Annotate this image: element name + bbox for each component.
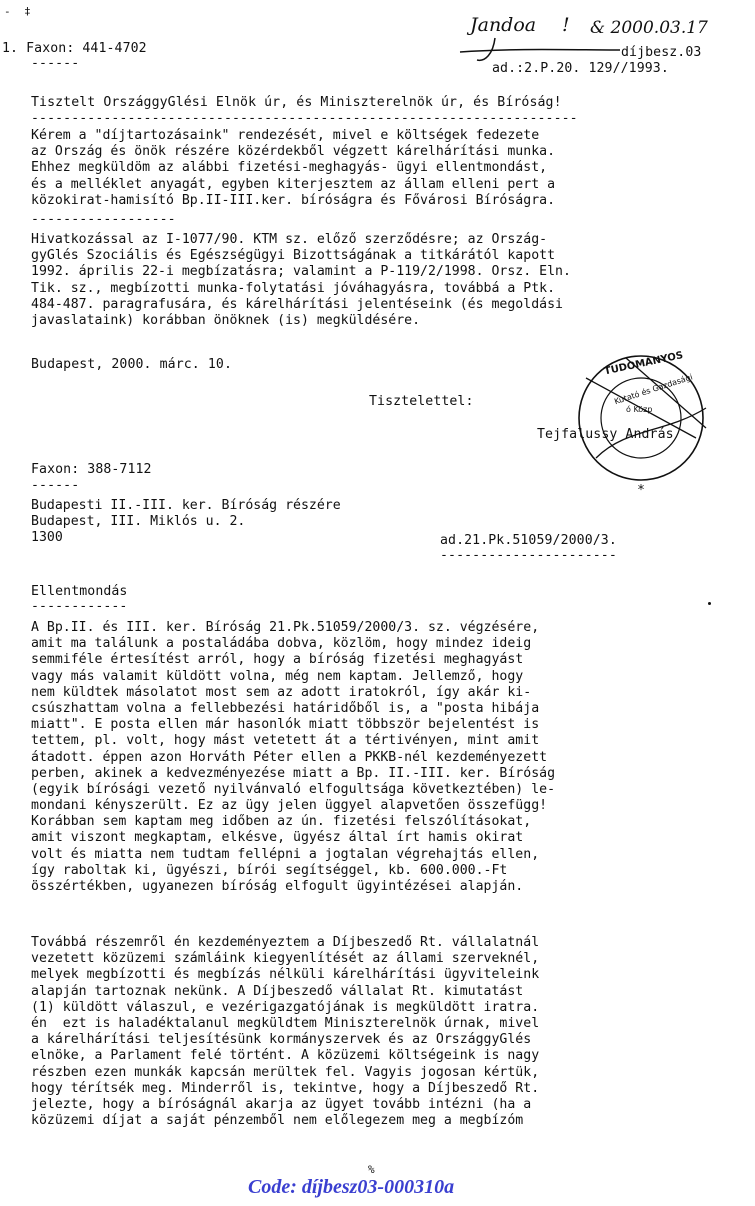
closing: Tisztelettel: (369, 394, 474, 409)
body-paragraph-2 (31, 935, 731, 1129)
text-line: részben ezen munkák kapcsán merültek fel. Vagyis jogosan kértük, (31, 1064, 540, 1080)
fax-underline-2: ------ (31, 478, 80, 493)
stamp-star: * (637, 483, 645, 498)
text-line: Ehhez megküldöm az alábbi fizetési-meghagyás- ügyi ellentmondást, (31, 160, 548, 176)
reference-underline-2: ---------------------- (440, 548, 617, 563)
text-line: miatt". E posta ellen már hasonlók miatt többször bejelentést is (31, 717, 540, 733)
text-line: elnöke, a Parlament felé történt. A közüzemi költségeink is nagy (31, 1048, 540, 1064)
text-line: vezetett közüzemi számláink kiegyenlítését az állami szerveknél, (31, 951, 540, 967)
intro-paragraph (31, 128, 731, 209)
text-line: csúszhattam volna a fellebbezési határidőből is, a "posta hibája (31, 700, 540, 716)
title-underline: ------------ (31, 599, 128, 614)
stamp-text-top: TUDOMÁNYOS (603, 349, 685, 378)
text-line: én ezt is haladéktalanul megküldtem Miniszterelnök úrnak, mivel (31, 1015, 540, 1031)
text-line: 1992. április 22-i megbízatásra; valamint a P-119/2/1998. Orsz. Eln. (31, 264, 571, 280)
address-line: Budapesti II.-III. ker. Bíróság részére (31, 498, 341, 513)
text-line: gyGlés Szociális és Egészségügyi Bizottságának a titkárától kapott (31, 248, 556, 264)
text-line: amit ma találunk a postaládába dobva, közlöm, hogy mindez ideig (31, 636, 532, 652)
text-line: Tik. sz., megbízotti munka-folytatási jóváhagyásra, továbbá a Ptk. (31, 280, 556, 296)
reference-code: díjbesz.03 (621, 45, 702, 60)
text-line: tettem, pl. volt, hogy mást vetetett át a tértivényen, mint amit (31, 733, 540, 749)
recipient-address (31, 498, 731, 547)
fax-number-2: Faxon: 388-7112 (31, 462, 152, 477)
text-line: hogy térítsék meg. Minderről is, tekintve, hogy a Díjbeszedő Rt. (31, 1080, 540, 1096)
text-line: (egyik bírósági vezető nyilvánvaló elfogultsága következtében) le- (31, 781, 556, 797)
greeting-separator: -------------------------------------------------------------------- (31, 111, 578, 126)
speck (708, 602, 711, 605)
address-line: Budapest, III. Miklós u. 2. (31, 514, 246, 530)
text-line: (1) küldött válaszul, e vezérigazgatójának is megküldött iratra. (31, 999, 540, 1015)
text-line: így raboltak ki, ügyészi, bírói segítséggel, kb. 600.000.-Ft (31, 862, 508, 878)
handwritten-mark: ! (562, 14, 570, 36)
text-line: közüzemi díjat a saját pénzemből nem előlegezem meg a megbízóm (31, 1113, 524, 1129)
stamp-text-mid: Kutató és Gazdasági (613, 372, 694, 407)
handwritten-flourish (455, 34, 625, 64)
text-line: amit viszont megkaptam, elkésve, ügyész által írt hamis okirat (31, 830, 524, 846)
reference-number-1: ad.:2.P.20. 129//1993. (492, 61, 669, 76)
document-title: Ellentmondás (31, 584, 128, 599)
text-line: semmiféle értesítést arról, hogy a bíróság fizetési meghagyást (31, 652, 524, 668)
handwritten-date: & 2000.03.17 (590, 18, 708, 38)
text-line: vagy más valamit küldött volna, még nem kaptam. Jellemző, hogy (31, 668, 524, 684)
text-line: alapján tartoznak nekünk. A Díjbeszedő vállalat Rt. kimutatást (31, 983, 524, 999)
text-line: Továbbá részemről én kezdeményeztem a Díjbeszedő Rt. vállalatnál (31, 935, 540, 950)
stamp-text-inner: ó Közp (626, 405, 653, 414)
greeting: Tisztelt OrszággyGlési Elnök úr, és Miniszterelnök úr, és Bíróság! (31, 95, 562, 110)
text-line: A Bp.II. és III. ker. Bíróság 21.Pk.51059/2000/3. sz. végzésére, (31, 620, 540, 635)
text-line: 484-487. paragrafusára, és kárelhárítási jelentéseink (és megoldási (31, 296, 563, 312)
place-date: Budapest, 2000. márc. 10. (31, 357, 232, 372)
organization-stamp (566, 348, 716, 498)
text-line: a kárelhárítási teljesítésünk kormányszervek és az OrszággyGlés (31, 1032, 532, 1048)
corner-mark: - ‡ (4, 5, 31, 18)
reference-paragraph (31, 232, 731, 329)
text-line: Korábban sem kaptam meg időben az ún. fizetési felszólításokat, (31, 814, 532, 830)
text-line: nem küldtek másolatot most sem az adott iratokról, így akár ki- (31, 684, 532, 700)
text-line: perben, akinek a kedvezményezése miatt a Bp. II.-III. ker. Bíróság (31, 765, 556, 781)
text-line: jelezte, hogy a bíróságnál akarja az ügyet tovább intézni (ha a (31, 1096, 532, 1112)
page-mark: % (368, 1163, 375, 1176)
text-line: az Ország és önök részére közérdekből végzett kárelhárítási munka. (31, 144, 556, 160)
reference-number-2: ad.21.Pk.51059/2000/3. (440, 533, 617, 548)
text-line: átadott. éppen azon Horváth Péter ellen a PKKB-nél kezdeményezett (31, 749, 548, 765)
handwritten-note: Jandoa (470, 14, 537, 36)
text-line: javaslataink) korábban önöknek (is) megküldésére. (31, 312, 421, 328)
address-line: 1300 (31, 530, 63, 546)
text-line: összértékben, ugyanezen bíróság elfogult ügyintézései alapján. (31, 879, 524, 894)
text-line: melyek megbízotti és megbízás nélküli kárelhárítási ügyviteleink (31, 967, 540, 983)
text-line: volt és miatta nem tudtam fellépni a jogtalan végrehajtás ellen, (31, 846, 540, 862)
text-line: Hivatkozással az I-1077/90. KTM sz. előző szerződésre; az Ország- (31, 232, 548, 247)
fax-underline-1: ------ (31, 56, 80, 71)
paragraph-separator: ------------------ (31, 212, 176, 227)
document-code: Code: díjbesz03-000310a (248, 1176, 455, 1198)
text-line: és a melléklet anyagát, egyben kiterjesztem az állam elleni pert a (31, 176, 556, 192)
text-line: közokirat-hamisító Bp.II-III.ker. bíróságra és Fővárosi Bíróságra. (31, 192, 556, 208)
text-line: Kérem a "díjtartozásaink" rendezését, mivel e költségek fedezete (31, 128, 540, 143)
body-paragraph-1 (31, 620, 731, 895)
fax-number-1: 1. Faxon: 441-4702 (2, 41, 147, 56)
signature-name: Tejfalussy András (537, 427, 674, 442)
text-line: mondani kényszerült. Ez az ügy jelen üggyel alapvetően összefügg! (31, 798, 548, 814)
